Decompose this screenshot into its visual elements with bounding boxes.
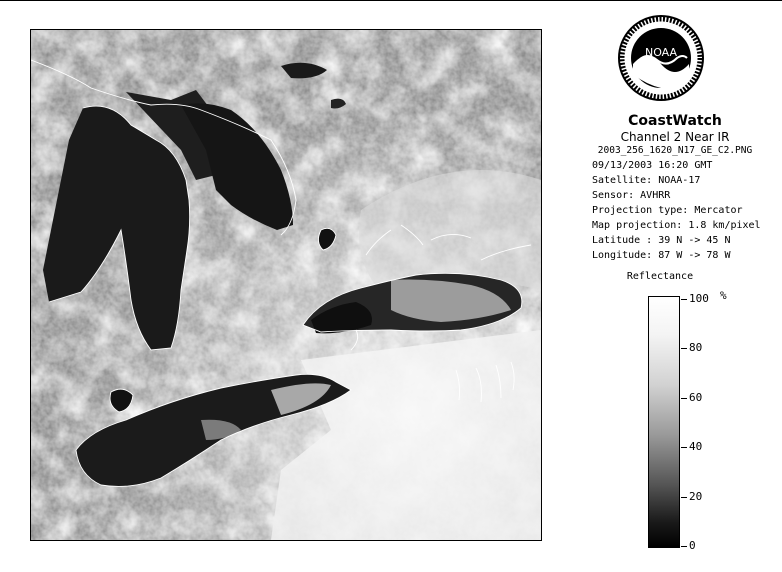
sensor-label: Sensor: AVHRR (592, 190, 671, 201)
metadata-panel (570, 112, 780, 263)
colorbar-tick (681, 497, 687, 498)
reflectance-colorbar (648, 296, 680, 548)
map-projection-label: Map projection: 1.8 km/pixel (592, 220, 761, 231)
longitude-label: Longitude: 87 W -> 78 W (592, 250, 731, 261)
colorbar-tick-label: 80 (689, 341, 703, 355)
colorbar-tick-label: 60 (689, 390, 703, 404)
legend-title: Reflectance (626, 271, 694, 282)
projection-type-label: Projection type: Mercator (592, 205, 743, 216)
channel-label: Channel 2 Near IR (620, 130, 730, 144)
datetime-label: 09/13/2003 16:20 GMT (592, 160, 713, 171)
colorbar-tick-label: 20 (689, 489, 703, 503)
satellite-image (30, 29, 542, 541)
top-border-line (0, 0, 782, 1)
satellite-label: Satellite: NOAA-17 (592, 175, 701, 186)
colorbar-tick (681, 398, 687, 399)
latitude-label: Latitude : 39 N -> 45 N (592, 235, 731, 246)
filename-label: 2003_256_1620_N17_GE_C2.PNG (597, 145, 753, 156)
colorbar-tick (681, 546, 687, 547)
colorbar-tick-label: 40 (689, 440, 703, 454)
noaa-logo (617, 14, 705, 102)
colorbar-unit-label: % (720, 289, 727, 302)
colorbar-tick (681, 348, 687, 349)
logo-text: NOAA (644, 46, 678, 59)
colorbar-tick-label: 0 (689, 539, 696, 552)
colorbar-tick (681, 299, 687, 300)
colorbar-tick-label: 100 (689, 292, 709, 305)
colorbar-tick (681, 447, 687, 448)
product-title: CoastWatch (628, 113, 722, 129)
